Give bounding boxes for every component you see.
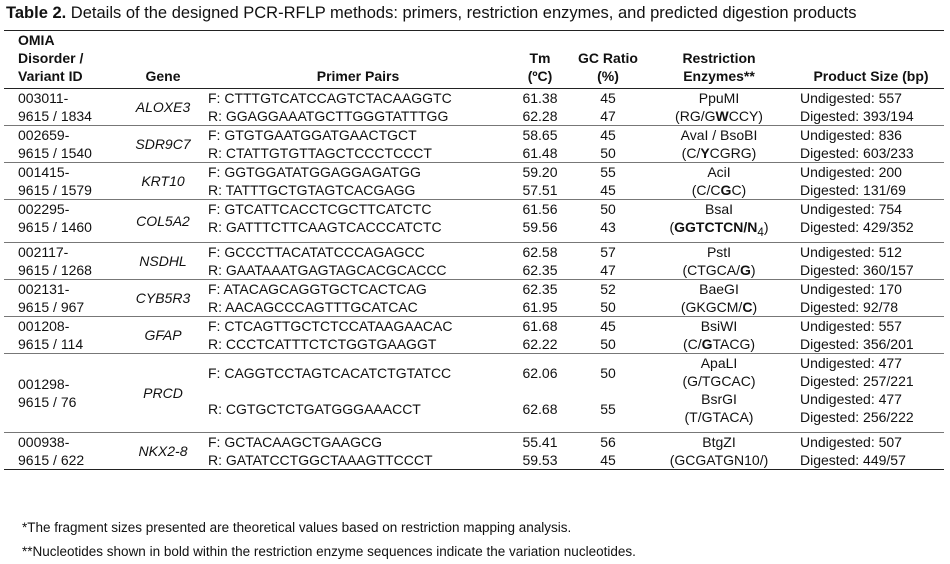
enzyme-name: AvaI / BsoBI xyxy=(680,127,758,143)
product-sizes: Undigested: 477 Digested: 257/221 Undigested: 477 Digested: 256/222 xyxy=(792,353,944,432)
product-sizes: Undigested: 507 Digested: 449/57 xyxy=(792,432,944,469)
restriction-enzymes xyxy=(646,353,792,432)
enzyme-name: BsrGI xyxy=(701,390,737,407)
gc-values: 55 45 xyxy=(570,163,646,200)
restriction-enzyme xyxy=(646,126,792,163)
header-gc-ratio: GC Ratio (%) xyxy=(578,50,638,84)
table-row xyxy=(4,163,944,200)
forward-primer: F: GTCATTCACCTCGCTTCATCTC xyxy=(208,201,432,217)
enzyme-site: (GKGCM/C) xyxy=(680,298,758,315)
enzyme-name: BtgZI xyxy=(702,433,736,450)
tm-values: 62.35 61.95 xyxy=(510,279,570,316)
forward-primer: F: GGTGGATATGGAGGAGATGG xyxy=(208,164,421,180)
header-restriction-enzymes: Restriction Enzymes** xyxy=(682,50,756,84)
variant-id: 002295- 9615 / 1460 xyxy=(4,200,120,243)
reverse-primer: R: GAATAAATGAGTAGCACGCACCC xyxy=(208,261,447,278)
table-row-nkx2-8 xyxy=(4,432,944,469)
table-row xyxy=(4,200,944,243)
gene-name: KRT10 xyxy=(120,163,206,200)
tm-values: 62.06 62.68 xyxy=(510,353,570,432)
tm-values: 58.65 61.48 xyxy=(510,126,570,163)
enzyme-site: (G/TGCAC) xyxy=(682,372,756,389)
forward-primer: F: CAGGTCCTAGTCACATCTGTATCC xyxy=(208,364,452,381)
tm-values: 61.68 62.22 xyxy=(510,316,570,353)
restriction-enzyme xyxy=(646,242,792,279)
variant-id: 003011- 9615 / 1834 xyxy=(4,89,120,126)
product-sizes: Undigested: 200 Digested: 131/69 xyxy=(792,163,944,200)
restriction-enzyme xyxy=(646,316,792,353)
product-sizes: Undigested: 836 Digested: 603/233 xyxy=(792,126,944,163)
table-row xyxy=(4,316,944,353)
pcr-rflp-table xyxy=(4,30,944,470)
reverse-primer: R: CTATTGTGTTAGCTCCCTCCCT xyxy=(208,145,432,161)
variant-id: 000938- 9615 / 622 xyxy=(4,432,120,469)
enzyme-name: PstI xyxy=(706,243,732,260)
forward-primer: F: GCTACAAGCTGAAGCG xyxy=(208,433,382,450)
variant-id: 002131- 9615 / 967 xyxy=(4,279,120,316)
forward-primer: F: ATACAGCAGGTGCTCACTCAG xyxy=(208,280,427,297)
footnote-bold-nucleotides: **Nucleotides shown in bold within the restriction enzyme sequences indicate the variation nucleotides. xyxy=(22,544,636,559)
tm-values: 59.20 57.51 xyxy=(510,163,570,200)
enzyme-name: AciI xyxy=(707,164,731,180)
reverse-primer: R: GATATCCTGGCTAAAGTTCCCT xyxy=(208,451,433,468)
reverse-primer: R: TATTTGCTGTAGTCACGAGG xyxy=(208,182,416,198)
table-row xyxy=(4,279,944,316)
reverse-primer: R: GGAGGAAATGCTTGGGTATTTGG xyxy=(208,108,449,124)
variant-id: 002659- 9615 / 1540 xyxy=(4,126,120,163)
enzyme-name: BsiWI xyxy=(700,317,738,334)
enzyme-site: (GCGATGN10/) xyxy=(669,451,769,468)
enzyme-site: (C/GTACG) xyxy=(682,335,756,352)
restriction-enzyme xyxy=(646,200,792,243)
enzyme-site: (T/GTACA) xyxy=(684,408,754,425)
gene-name: NKX2-8 xyxy=(120,432,206,469)
reverse-primer: R: CCCTCATTTCTCTGGTGAAGGT xyxy=(208,335,437,352)
table-caption xyxy=(6,4,856,23)
gc-values: 45 50 xyxy=(570,126,646,163)
gc-values: 50 55 xyxy=(570,353,646,432)
primer-pair xyxy=(206,126,510,163)
restriction-enzyme xyxy=(646,163,792,200)
tm-values: 62.58 62.35 xyxy=(510,242,570,279)
gc-values: 57 47 xyxy=(570,242,646,279)
gene-name: GFAP xyxy=(120,316,206,353)
table-footnotes xyxy=(22,516,636,564)
gc-values: 45 47 xyxy=(570,89,646,126)
primer-pair xyxy=(206,432,510,469)
primer-pair xyxy=(206,279,510,316)
variant-id: 001415- 9615 / 1579 xyxy=(4,163,120,200)
caption-label: Table 2. xyxy=(6,4,67,22)
product-sizes: Undigested: 754 Digested: 429/352 xyxy=(792,200,944,243)
gene-name: COL5A2 xyxy=(120,200,206,243)
gene-name: SDR9C7 xyxy=(120,126,206,163)
enzyme-name: BsaI xyxy=(704,201,733,217)
gene-name: ALOXE3 xyxy=(120,89,206,126)
gene-name: PRCD xyxy=(120,353,206,432)
variation-nucleotide: C xyxy=(742,298,753,315)
forward-primer: F: CTTTGTCATCCAGTCTACAAGGTC xyxy=(208,90,452,106)
header-primer-pairs: Primer Pairs xyxy=(316,68,400,84)
reverse-primer: R: AACAGCCCAGTTTGCATCAC xyxy=(208,298,418,315)
enzyme-site: $(GGTCTCN/N_4)$ xyxy=(669,219,769,239)
forward-primer: F: CTCAGTTGCTCTCCATAAGAACAC xyxy=(208,317,453,334)
variation-nucleotide: G xyxy=(740,261,751,278)
variant-id: 002117- 9615 / 1268 xyxy=(4,242,120,279)
primer-pair xyxy=(206,163,510,200)
table-header xyxy=(4,31,944,89)
table-body xyxy=(4,89,944,470)
header-omia-id: OMIA Disorder / Variant ID xyxy=(18,32,84,84)
header-tm: Tm (ºC) xyxy=(527,50,553,84)
variation-nucleotide: GGTCTCN/N xyxy=(674,219,758,235)
enzyme-site: (C/YCGRG) xyxy=(681,145,757,161)
forward-primer: F: GCCCTTACATATCCCAGAGCC xyxy=(208,243,425,260)
gc-values: 50 43 xyxy=(570,200,646,243)
header-product-size: Product Size (bp) xyxy=(813,68,929,84)
caption-text: Details of the designed PCR-RFLP methods: primers, restriction enzymes, and predicted digestion products xyxy=(66,4,857,22)
footnote-fragment-sizes: *The fragment sizes presented are theoretical values based on restriction mapping analysis. xyxy=(22,520,572,535)
primer-pair xyxy=(206,353,510,432)
enzyme-site: (C/CGC) xyxy=(691,182,747,198)
gene-name: CYB5R3 xyxy=(120,279,206,316)
table-row-prcd xyxy=(4,353,944,432)
gc-values: 52 50 xyxy=(570,279,646,316)
gene-name: NSDHL xyxy=(120,242,206,279)
table-row xyxy=(4,126,944,163)
enzyme-site: (RG/GWCCY) xyxy=(675,108,763,124)
variant-id: 001298- 9615 / 76 xyxy=(4,353,120,432)
tm-values: 61.38 62.28 xyxy=(510,89,570,126)
primer-pair xyxy=(206,316,510,353)
enzyme-site: (CTGCA/G) xyxy=(682,261,756,278)
tm-values: 55.41 59.53 xyxy=(510,432,570,469)
gc-values: 56 45 xyxy=(570,432,646,469)
restriction-enzyme xyxy=(646,89,792,126)
forward-primer: F: GTGTGAATGGATGAACTGCT xyxy=(208,127,417,143)
variation-nucleotide: Y xyxy=(700,145,710,161)
product-sizes: Undigested: 557 Digested: 356/201 xyxy=(792,316,944,353)
product-sizes: Undigested: 170 Digested: 92/78 xyxy=(792,279,944,316)
variation-nucleotide: G xyxy=(701,335,713,352)
restriction-enzyme xyxy=(646,279,792,316)
variation-nucleotide: G xyxy=(720,182,732,198)
tm-values: 61.56 59.56 xyxy=(510,200,570,243)
primer-pair xyxy=(206,89,510,126)
enzyme-name: PpuMI xyxy=(698,90,740,106)
gc-values: 45 50 xyxy=(570,316,646,353)
reverse-primer: R: CGTGCTCTGATGGGAAACCT xyxy=(208,400,421,417)
primer-pair xyxy=(206,242,510,279)
enzyme-name: ApaLI xyxy=(700,354,738,371)
variation-nucleotide: W xyxy=(715,108,729,124)
restriction-enzyme xyxy=(646,432,792,469)
variant-id: 001208- 9615 / 114 xyxy=(4,316,120,353)
enzyme-name: BaeGI xyxy=(699,280,739,297)
reverse-primer: R: GATTTCTTCAAGTCACCCATCTC xyxy=(208,219,442,235)
product-sizes: Undigested: 557 Digested: 393/194 xyxy=(792,89,944,126)
table-row xyxy=(4,242,944,279)
product-sizes: Undigested: 512 Digested: 360/157 xyxy=(792,242,944,279)
primer-pair xyxy=(206,200,510,243)
table-row xyxy=(4,89,944,126)
header-gene: Gene xyxy=(145,68,181,84)
